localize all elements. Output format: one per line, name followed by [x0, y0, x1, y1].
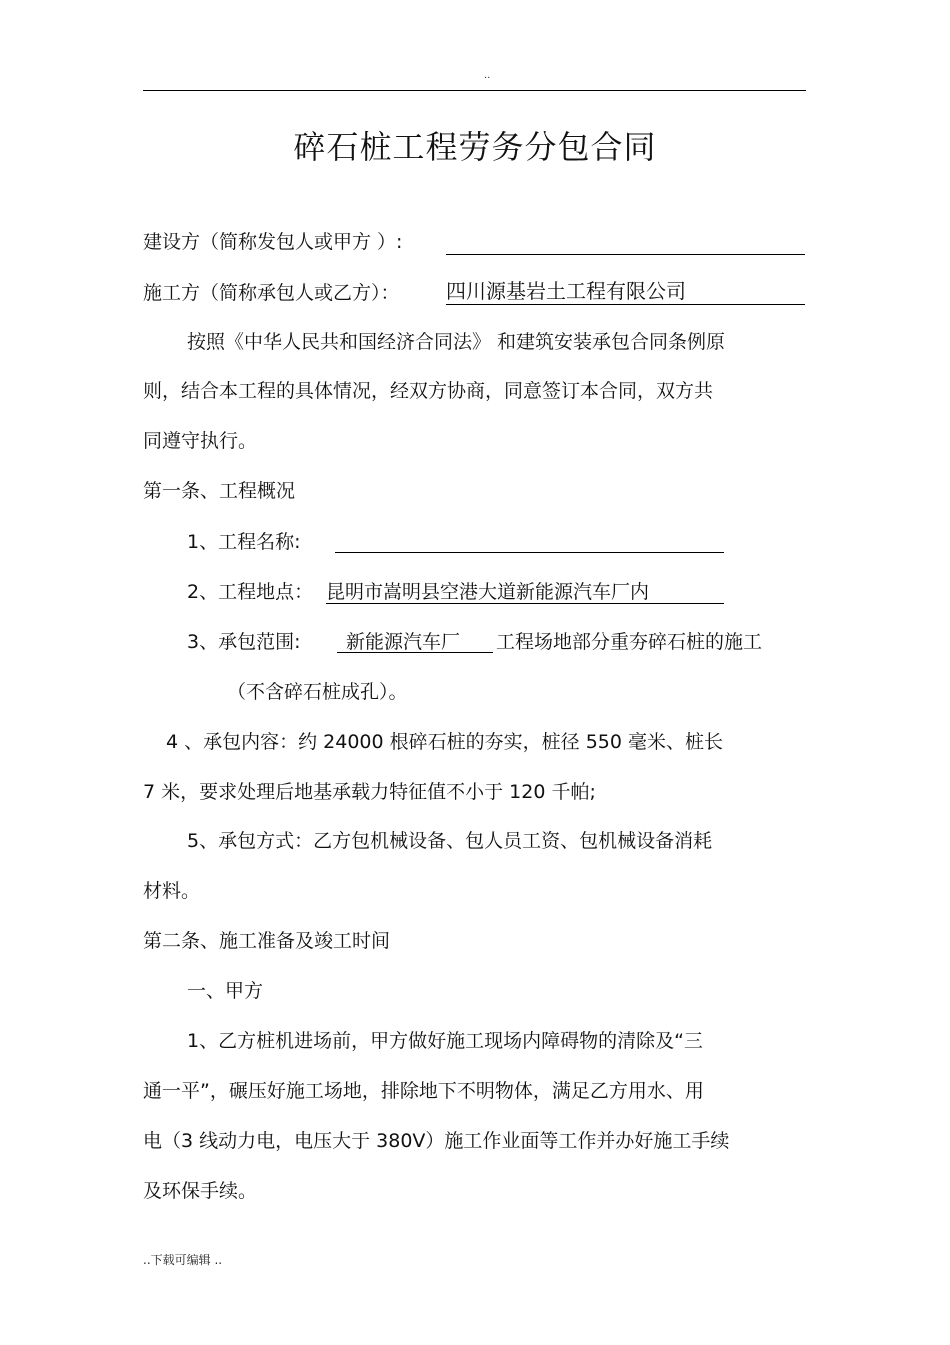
contractor-label: 施工方（简称承包人或乙方）：	[143, 282, 400, 304]
item4-line-2: 7 米，要求处理后地基承载力特征值不小于 120 千帕;	[143, 781, 596, 803]
article2-heading: 第二条、施工准备及竣工时间	[143, 930, 391, 952]
owner-blank-line	[446, 254, 805, 255]
page-header-mark: ..	[484, 70, 491, 81]
item1-blank-line	[335, 552, 724, 553]
preamble-line-3: 同遵守执行。	[143, 430, 258, 452]
footer-mark: ..下载可编辑 ..	[143, 1253, 223, 1267]
article2-subheading: 一、甲方	[187, 980, 264, 1002]
item3-rest: 工程场地部分重夯碎石桩的施工	[496, 631, 763, 653]
item3-underline	[337, 652, 493, 653]
item2-label: 2、工程地点：	[187, 581, 314, 603]
item4-line-1: 4 、承包内容：约 24000 根碎石桩的夯实，桩径 550 毫米、桩长	[166, 731, 723, 753]
article1-heading: 第一条、工程概况	[143, 480, 296, 502]
item3-label: 3、承包范围:	[187, 631, 301, 653]
article2-item1-line-1: 1、乙方桩机进场前，甲方做好施工现场内障碍物的清除及“三	[187, 1030, 703, 1052]
article2-item1-line-2: 通一平”，碾压好施工场地，排除地下不明物体，满足乙方用水、用	[143, 1080, 704, 1102]
header-rule	[143, 90, 806, 91]
item2-underline	[326, 603, 724, 604]
contractor-underline	[446, 304, 805, 305]
item5-line-2: 材料。	[143, 880, 201, 902]
preamble-line-2: 则，结合本工程的具体情况，经双方协商，同意签订本合同，双方共	[143, 380, 714, 402]
contractor-value: 四川源基岩土工程有限公司	[446, 279, 686, 303]
article2-item1-line-4: 及环保手续。	[143, 1180, 258, 1202]
preamble-line-1: 按照《中华人民共和国经济合同法》 和建筑安装承包合同条例原	[187, 331, 726, 353]
item3-value: 新能源汽车厂	[346, 631, 461, 653]
article2-item1-line-3: 电（3 线动力电，电压大于 380V）施工作业面等工作并办好施工手续	[143, 1130, 730, 1152]
item2-value: 昆明市嵩明县空港大道新能源汽车厂内	[326, 581, 650, 603]
item5-line-1: 5、承包方式：乙方包机械设备、包人员工资、包机械设备消耗	[187, 830, 713, 852]
item3-continuation: （不含碎石桩成孔）。	[227, 681, 408, 703]
owner-label: 建设方（简称发包人或甲方 ）:	[143, 231, 403, 253]
item1-label: 1、工程名称:	[187, 531, 301, 553]
document-title: 碎石桩工程劳务分包合同	[293, 128, 657, 166]
